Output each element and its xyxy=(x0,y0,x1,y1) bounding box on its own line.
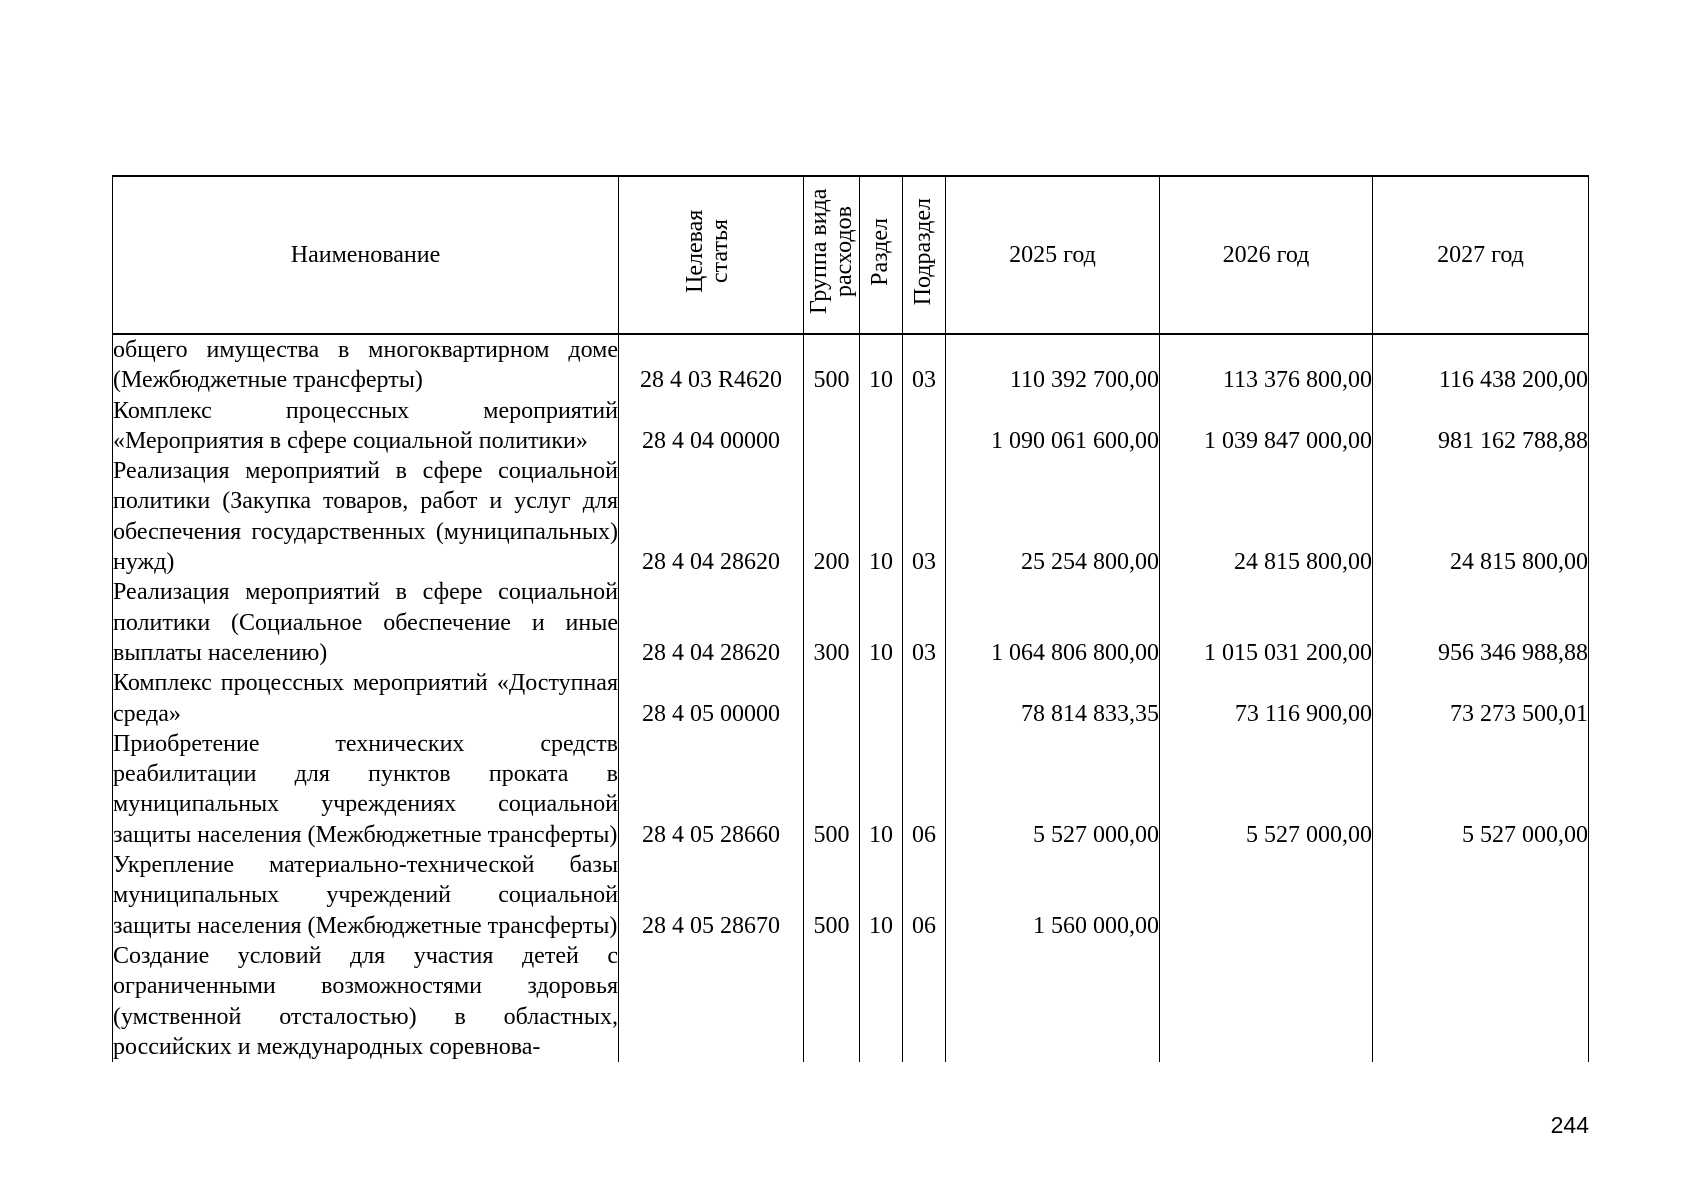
row-subsection: 03 xyxy=(903,334,946,396)
row-target-article: 28 4 03 R4620 xyxy=(619,334,804,396)
row-target-article: 28 4 05 28660 xyxy=(619,729,804,850)
row-subsection xyxy=(903,396,946,457)
row-name: Создание условий для участия детей с ограниченными возможностями здоровья (умственной отсталостью) в областных, российских и международных соревнова- xyxy=(113,941,619,1062)
row-amount-2026: 1 039 847 000,00 xyxy=(1160,396,1373,457)
row-amount-2025 xyxy=(946,941,1160,1062)
row-subsection: 06 xyxy=(903,729,946,850)
row-amount-2026: 5 527 000,00 xyxy=(1160,729,1373,850)
header-target-article: Целевая статья xyxy=(619,176,804,334)
table-row xyxy=(113,396,1589,457)
row-expense-group: 500 xyxy=(804,729,860,850)
row-name: Реализация мероприятий в сфере социальной политики (Социальное обеспечение и иные выплаты населению) xyxy=(113,577,619,668)
row-expense-group: 500 xyxy=(804,850,860,941)
row-amount-2026 xyxy=(1160,941,1373,1062)
row-name: Реализация мероприятий в сфере социальной политики (Закупка товаров, работ и услуг для обеспечения государственных (муниципальных) нужд) xyxy=(113,456,619,577)
row-amount-2025: 110 392 700,00 xyxy=(946,334,1160,396)
row-amount-2027 xyxy=(1373,941,1589,1062)
table-header-row xyxy=(113,176,1589,334)
row-subsection xyxy=(903,668,946,729)
row-amount-2027: 73 273 500,01 xyxy=(1373,668,1589,729)
row-amount-2027: 981 162 788,88 xyxy=(1373,396,1589,457)
row-expense-group xyxy=(804,668,860,729)
row-amount-2026: 73 116 900,00 xyxy=(1160,668,1373,729)
header-expense-group: Группа вида расходов xyxy=(804,176,860,334)
row-expense-group: 200 xyxy=(804,456,860,577)
row-section: 10 xyxy=(860,729,903,850)
row-amount-2025: 1 090 061 600,00 xyxy=(946,396,1160,457)
row-amount-2027: 5 527 000,00 xyxy=(1373,729,1589,850)
row-amount-2027: 24 815 800,00 xyxy=(1373,456,1589,577)
row-amount-2027: 956 346 988,88 xyxy=(1373,577,1589,668)
header-subsection: Подраздел xyxy=(903,176,946,334)
row-amount-2026: 1 015 031 200,00 xyxy=(1160,577,1373,668)
row-amount-2026: 24 815 800,00 xyxy=(1160,456,1373,577)
row-amount-2025: 5 527 000,00 xyxy=(946,729,1160,850)
row-amount-2025: 1 560 000,00 xyxy=(946,850,1160,941)
page-number: 244 xyxy=(1550,1112,1589,1138)
budget-table xyxy=(112,175,1589,1062)
header-2027: 2027 год xyxy=(1373,176,1589,334)
row-subsection xyxy=(903,941,946,1062)
row-amount-2025: 78 814 833,35 xyxy=(946,668,1160,729)
row-amount-2027: 116 438 200,00 xyxy=(1373,334,1589,396)
row-name: Укрепление материально-технической базы муниципальных учреждений социальной защиты населения (Межбюджетные трансферты) xyxy=(113,850,619,941)
row-target-article: 28 4 04 28620 xyxy=(619,456,804,577)
row-section: 10 xyxy=(860,850,903,941)
table-row xyxy=(113,577,1589,668)
row-amount-2026 xyxy=(1160,850,1373,941)
row-section: 10 xyxy=(860,334,903,396)
row-target-article: 28 4 04 28620 xyxy=(619,577,804,668)
row-expense-group xyxy=(804,396,860,457)
row-amount-2027 xyxy=(1373,850,1589,941)
header-2026: 2026 год xyxy=(1160,176,1373,334)
row-subsection: 06 xyxy=(903,850,946,941)
row-target-article: 28 4 04 00000 xyxy=(619,396,804,457)
header-2025: 2025 год xyxy=(946,176,1160,334)
row-target-article xyxy=(619,941,804,1062)
row-amount-2026: 113 376 800,00 xyxy=(1160,334,1373,396)
row-name: Комплекс процессных мероприятий «Мероприятия в сфере социальной политики» xyxy=(113,396,619,457)
table-row xyxy=(113,941,1589,1062)
row-subsection: 03 xyxy=(903,456,946,577)
row-target-article: 28 4 05 28670 xyxy=(619,850,804,941)
table-row xyxy=(113,334,1589,396)
row-name: Комплекс процессных мероприятий «Доступная среда» xyxy=(113,668,619,729)
row-section: 10 xyxy=(860,577,903,668)
row-expense-group xyxy=(804,941,860,1062)
row-expense-group: 500 xyxy=(804,334,860,396)
row-expense-group: 300 xyxy=(804,577,860,668)
row-section xyxy=(860,941,903,1062)
table-row xyxy=(113,850,1589,941)
row-subsection: 03 xyxy=(903,577,946,668)
row-amount-2025: 1 064 806 800,00 xyxy=(946,577,1160,668)
row-target-article: 28 4 05 00000 xyxy=(619,668,804,729)
row-section xyxy=(860,396,903,457)
table-row xyxy=(113,668,1589,729)
row-name: общего имущества в многоквартирном доме (Межбюджетные трансферты) xyxy=(113,334,619,396)
table-row xyxy=(113,729,1589,850)
table-row xyxy=(113,456,1589,577)
row-section: 10 xyxy=(860,456,903,577)
row-section xyxy=(860,668,903,729)
row-amount-2025: 25 254 800,00 xyxy=(946,456,1160,577)
row-name: Приобретение технических средств реабилитации для пунктов проката в муниципальных учреждениях социальной защиты населения (Межбюджетные трансферты) xyxy=(113,729,619,850)
header-name: Наименование xyxy=(113,176,619,334)
header-section: Раздел xyxy=(860,176,903,334)
